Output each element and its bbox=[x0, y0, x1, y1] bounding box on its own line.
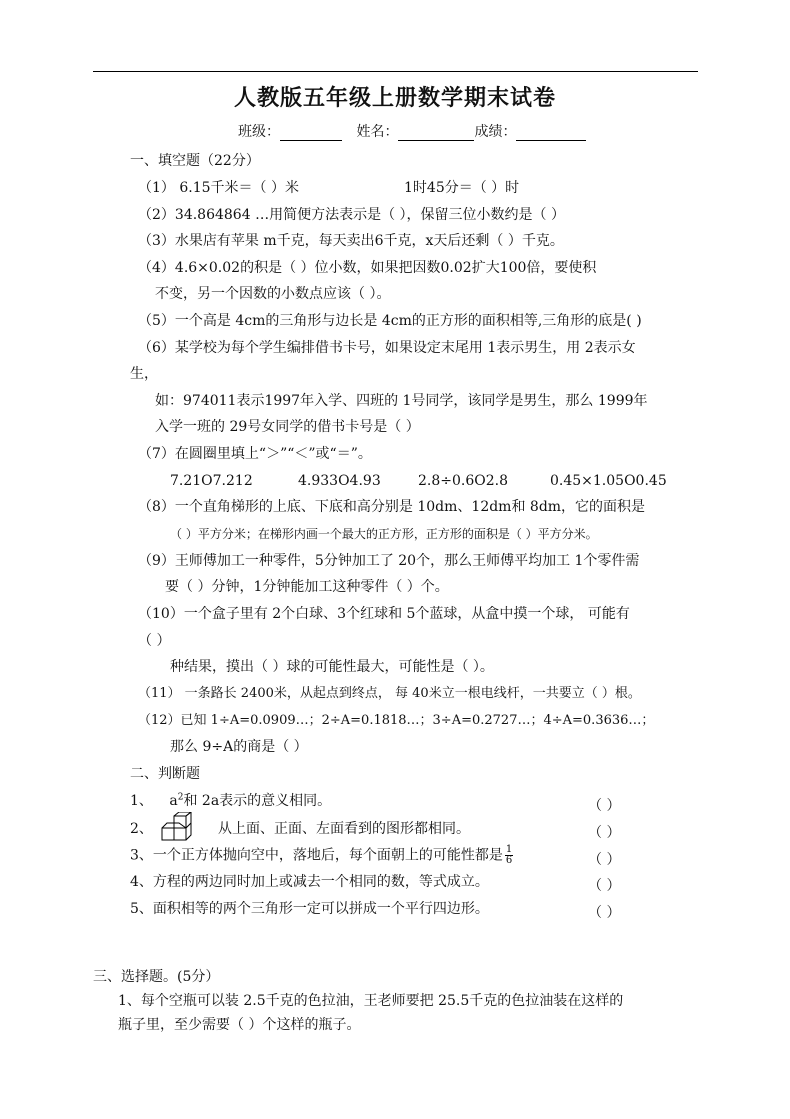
judge-item-2-text: 从上面、正面、左面看到的图形都相同。 bbox=[218, 821, 470, 837]
judge-item-3 bbox=[130, 845, 513, 866]
section1-heading: 一、填空题（22分） bbox=[130, 153, 260, 169]
top-rule bbox=[93, 71, 698, 72]
q7-item: 0.45×1.05O0.45 bbox=[550, 473, 667, 489]
s3-q1-line1: 1、每个空瓶可以装 2.5千克的色拉油，王老师要把 25.5千克的色拉油装在这样的 bbox=[118, 993, 624, 1009]
q6-line3: 如：974011表示1997年入学、四班的 1号同学，该同学是男生，那么 1999年 bbox=[155, 393, 648, 409]
q4-line2: 不变，另一个因数的小数点应该（ ）。 bbox=[155, 286, 391, 302]
q8-line2: （ ）平方分米；在梯形内画一个最大的正方形，正方形的面积是（ ）平方分米。 bbox=[170, 527, 598, 541]
name-blank[interactable] bbox=[398, 126, 474, 141]
item-number: 4、 bbox=[130, 874, 153, 890]
item-text: 方程的两边同时加上或减去一个相同的数，等式成立。 bbox=[152, 874, 489, 890]
judge-item-5 bbox=[130, 900, 489, 918]
class-blank[interactable] bbox=[280, 126, 342, 141]
section2-heading: 二、判断题 bbox=[130, 766, 200, 782]
q3: （3）水果店有苹果 m千克，每天卖出6千克，x天后还剩（ ）千克。 bbox=[138, 233, 564, 249]
q12-line2: 那么 9÷A的商是（ ） bbox=[170, 739, 308, 755]
item-number: 3、 bbox=[130, 847, 153, 864]
q12-line1: （12）已知 1÷A=0.0909…；2÷A=0.1818…；3÷A=0.2727…；4÷A=0.3636…； bbox=[138, 713, 655, 728]
cube-stack-figure bbox=[160, 812, 194, 844]
name-label: 姓名： bbox=[356, 124, 399, 140]
answer-paren[interactable]: （ ） bbox=[588, 878, 621, 894]
judge-item-2-number: 2、 bbox=[130, 821, 153, 837]
q9-line1: （9）王师傅加工一种零件，5分钟加工了 20个，那么王师傅平均加工 1个零件需 bbox=[138, 553, 640, 569]
fraction-one-sixth: $\frac{1}{6}$ bbox=[505, 844, 513, 866]
q10-line2: （ ） bbox=[138, 633, 171, 649]
item-text-a: a bbox=[169, 793, 178, 809]
q1-part-b: 1时45分＝（ ）时 bbox=[404, 180, 520, 196]
answer-paren[interactable]: （ ） bbox=[588, 905, 621, 921]
q11: （11） 一条路长 2400米，从起点到终点， 每 40米立一根电线杆，一共要立（ ）根。 bbox=[138, 686, 641, 701]
q6-line2: 生， bbox=[130, 366, 158, 382]
q7-item: 7.21O7.212 bbox=[170, 473, 253, 489]
score-label: 成绩： bbox=[474, 124, 517, 140]
q8-line1: （8）一个直角梯形的上底、下底和高分别是 10dm、12dm和 8dm，它的面积是 bbox=[138, 499, 646, 515]
q7-line1: （7）在圆圈里填上“＞”“＜”或“＝”。 bbox=[138, 446, 372, 462]
q2: （2）34.864864 …用简便方法表示是（ ），保留三位小数约是（ ） bbox=[138, 207, 565, 223]
page-title: 人教版五年级上册数学期末试卷 bbox=[233, 85, 556, 111]
answer-paren[interactable]: （ ） bbox=[588, 825, 621, 841]
judge-item-4 bbox=[130, 873, 489, 891]
item-sup: 2 bbox=[177, 792, 184, 803]
s3-q1-line2: 瓶子里，至少需要（ ）个这样的瓶子。 bbox=[118, 1017, 361, 1033]
answer-paren[interactable]: （ ） bbox=[588, 798, 621, 814]
q6-line4: 入学一班的 29号女同学的借书卡号是（ ） bbox=[155, 419, 420, 435]
item-text: 面积相等的两个三角形一定可以拼成一个平行四边形。 bbox=[152, 901, 489, 917]
q1-part-a: （1） 6.15千米＝（ ）米 bbox=[138, 180, 299, 196]
q4-line1: （4）4.6×0.02的积是（ ）位小数，如果把因数0.02扩大100倍，要使积 bbox=[138, 260, 597, 276]
item-number: 5、 bbox=[130, 901, 153, 917]
q10-line3: 种结果，摸出（ ）球的可能性最大，可能性是（ ）。 bbox=[170, 659, 494, 675]
q10-line1: （10）一个盒子里有 2个白球、3个红球和 5个蓝球，从盒中摸一个球， 可能有 bbox=[138, 606, 630, 622]
item-text: 一个正方体抛向空中，落地后，每个面朝上的可能性都是 bbox=[152, 847, 503, 864]
student-info-row bbox=[238, 123, 586, 141]
class-label: 班级： bbox=[238, 124, 280, 140]
q7-item: 2.8÷0.6O2.8 bbox=[418, 473, 509, 489]
score-blank[interactable] bbox=[516, 126, 586, 141]
item-number: 1、 bbox=[130, 793, 153, 809]
q6-line1: （6）某学校为每个学生编排借书卡号，如果设定末尾用 1表示男生，用 2表示女 bbox=[138, 340, 636, 356]
item-text-b: 和 2a表示的意义相同。 bbox=[183, 793, 332, 809]
section3-heading: 三、选择题。(5分） bbox=[93, 969, 220, 985]
answer-paren[interactable]: （ ） bbox=[588, 852, 621, 868]
q7-item: 4.933O4.93 bbox=[298, 473, 381, 489]
q5: （5）一个高是 4cm的三角形与边长是 4cm的正方形的面积相等,三角形的底是( ) bbox=[138, 313, 642, 329]
q9-line2: 要（ ）分钟，1分钟能加工这种零件（ ）个。 bbox=[165, 579, 449, 595]
judge-item-1 bbox=[130, 792, 331, 810]
